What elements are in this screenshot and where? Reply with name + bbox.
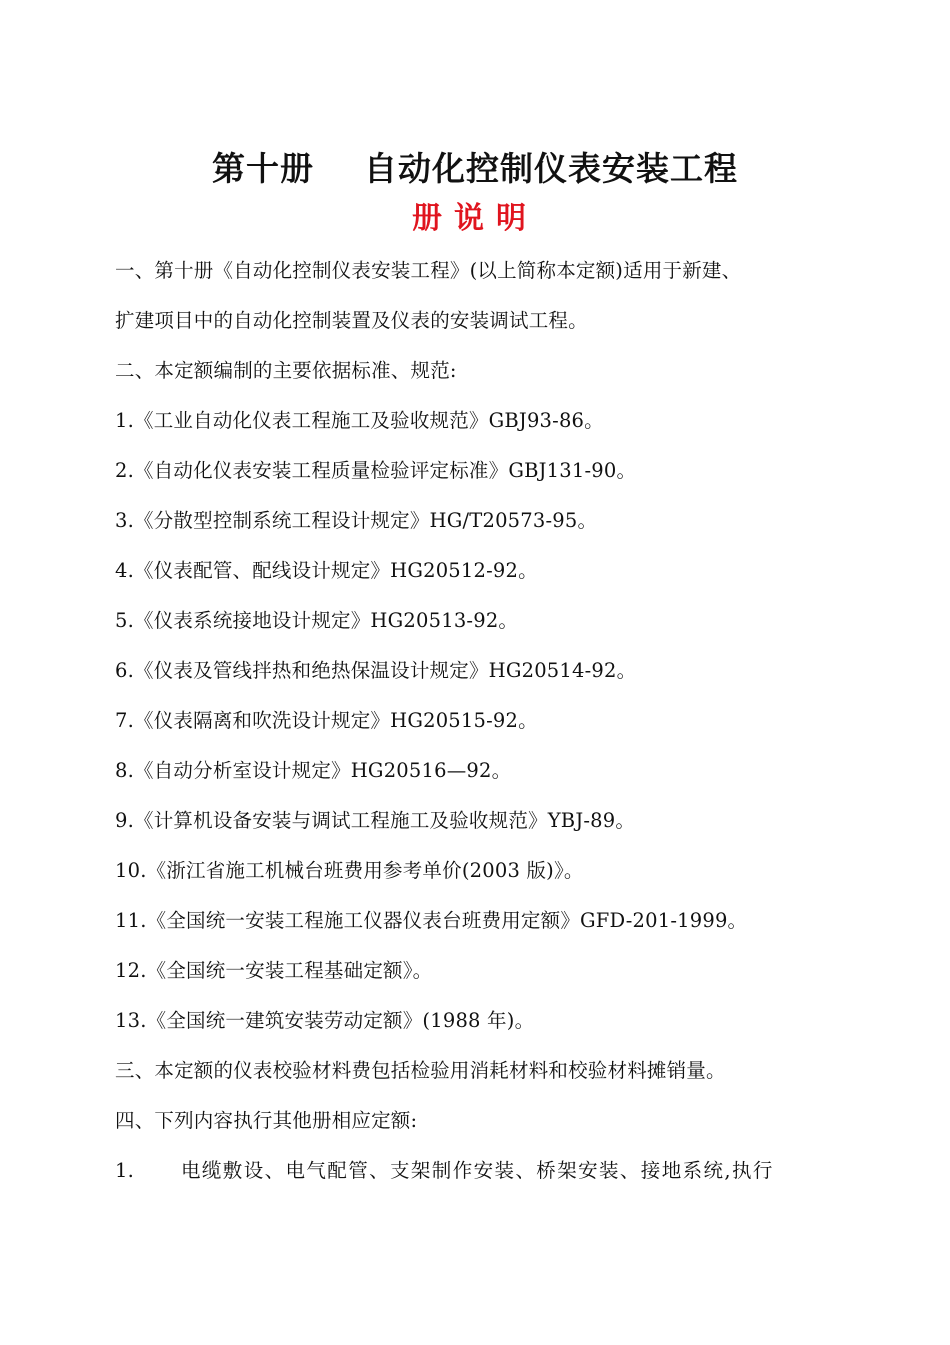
item-number: 7. [115, 709, 135, 732]
standard-item [115, 896, 845, 946]
standard-item [115, 946, 845, 996]
item-text: 《全国统一安装工程基础定额》。 [146, 959, 433, 982]
document-subtitle: 册说明 [412, 201, 538, 236]
standard-item [115, 796, 845, 846]
item-number: 1. [115, 409, 135, 432]
paragraph: 三、本定额的仪表校验材料费包括检验用消耗材料和校验材料摊销量。 [115, 1059, 726, 1082]
item-text: 《仪表系统接地设计规定》HG20513-92。 [134, 609, 519, 632]
standard-item [115, 746, 845, 796]
item-number: 10. [115, 859, 147, 882]
item-text: 《分散型控制系统工程设计规定》HG/T20573-95。 [134, 509, 598, 532]
item-text: 《自动化仪表安装工程质量检验评定标准》GBJ131-90。 [134, 459, 637, 482]
document-title: 第十册 自动化控制仪表安装工程 [212, 149, 738, 188]
standard-item [115, 446, 845, 496]
item-number: 5. [115, 609, 135, 632]
item-text: 《全国统一建筑安装劳动定额》(1988 年)。 [146, 1009, 535, 1032]
paragraph: 扩建项目中的自动化控制装置及仪表的安装调试工程。 [115, 309, 588, 332]
item-number: 2. [115, 459, 135, 482]
item-number: 9. [115, 809, 135, 832]
item-text: 《浙江省施工机械台班费用参考单价(2003 版)》。 [146, 859, 584, 882]
paragraph: 一、第十册《自动化控制仪表安装工程》(以上简称本定额)适用于新建、 [115, 259, 742, 282]
item-number: 6. [115, 659, 135, 682]
standard-item [115, 646, 845, 696]
document-body [115, 246, 845, 1196]
item-number: 1. [115, 1159, 135, 1182]
item-number: 8. [115, 759, 135, 782]
item-number: 13. [115, 1009, 147, 1032]
paragraph: 四、下列内容执行其他册相应定额: [115, 1109, 418, 1132]
item-text: 电缆敷设、电气配管、支架制作安装、桥架安装、接地系统,执行 [181, 1159, 774, 1182]
item-text: 《计算机设备安装与调试工程施工及验收规范》YBJ-89。 [134, 809, 636, 832]
standard-item [115, 596, 845, 646]
item-text: 《仪表隔离和吹洗设计规定》HG20515-92。 [134, 709, 538, 732]
item-number: 3. [115, 509, 135, 532]
standard-item [115, 846, 845, 896]
standard-item [115, 396, 845, 446]
item-number: 4. [115, 559, 135, 582]
standard-item [115, 696, 845, 746]
paragraph: 二、本定额编制的主要依据标准、规范: [115, 359, 457, 382]
standard-item [115, 996, 845, 1046]
item-text: 《工业自动化仪表工程施工及验收规范》GBJ93-86。 [134, 409, 604, 432]
section4-item [115, 1146, 845, 1196]
item-text: 《仪表及管线拌热和绝热保温设计规定》HG20514-92。 [134, 659, 637, 682]
item-text: 《自动分析室设计规定》HG20516—92。 [134, 759, 512, 782]
standard-item [115, 546, 845, 596]
item-number: 12. [115, 959, 147, 982]
item-text: 《仪表配管、配线设计规定》HG20512-92。 [134, 559, 538, 582]
item-number: 11. [115, 909, 147, 932]
item-text: 《全国统一安装工程施工仪器仪表台班费用定额》GFD-201-1999。 [146, 909, 748, 932]
standard-item [115, 496, 845, 546]
